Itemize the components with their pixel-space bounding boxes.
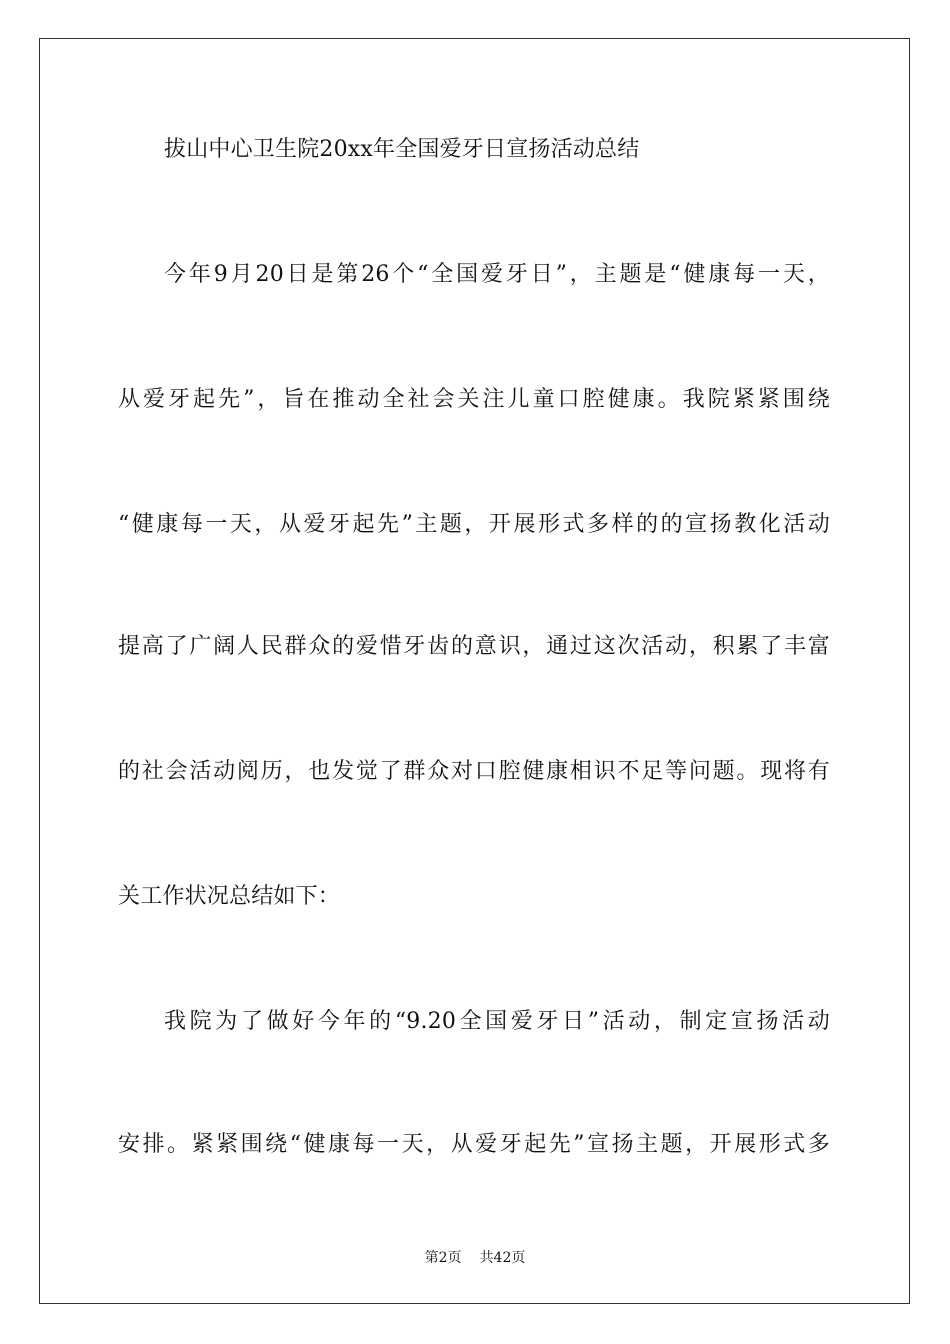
page-footer xyxy=(0,1248,950,1268)
paragraph-2-line-2: 安排。紧紧围绕“健康每一天，从爱牙起先”宣扬主题，开展形式多 xyxy=(118,1132,830,1157)
page-border xyxy=(39,38,910,1304)
paragraph-1-line-1: 今年9月20日是第26个“全国爱牙日”，主题是“健康每一天， xyxy=(164,262,830,287)
paragraph-2-line-1: 我院为了做好今年的“9.20全国爱牙日”活动，制定宣扬活动 xyxy=(164,1009,830,1034)
current-page-number: 第2页 xyxy=(424,1250,462,1266)
document-title: 拔山中心卫生院20xx年全国爱牙日宣扬活动总结 xyxy=(164,137,640,162)
total-pages: 共42页 xyxy=(479,1250,526,1266)
paragraph-1-line-4: 提高了广阔人民群众的爱惜牙齿的意识，通过这次活动，积累了丰富 xyxy=(118,634,830,659)
paragraph-1-line-5: 的社会活动阅历，也发觉了群众对口腔健康相识不足等问题。现将有 xyxy=(118,759,830,784)
paragraph-1-line-2: 从爱牙起先”，旨在推动全社会关注儿童口腔健康。我院紧紧围绕 xyxy=(118,387,830,412)
paragraph-1-line-3: “健康每一天，从爱牙起先”主题，开展形式多样的的宣扬教化活动 xyxy=(118,512,830,537)
paragraph-1-line-6: 关工作状况总结如下： xyxy=(118,884,341,909)
